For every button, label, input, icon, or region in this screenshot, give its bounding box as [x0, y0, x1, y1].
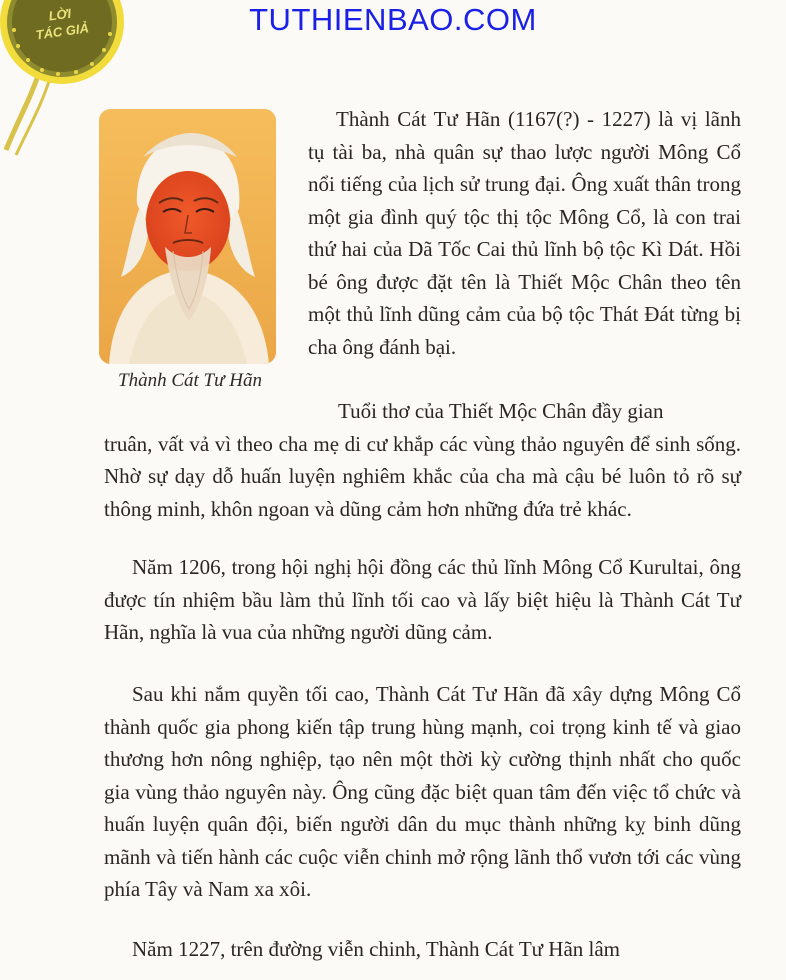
portrait-caption: Thành Cát Tư Hãn [118, 370, 262, 391]
watermark: TUTHIENBAO.COM [249, 2, 537, 37]
paragraph-2 [104, 395, 741, 525]
paragraph-2-rest: truân, vất vả vì theo cha mẹ di cư khắp các vùng thảo nguyên để sinh sống. Nhờ sự dạy dỗ huấn luyện nghiêm khắc của cha mà cậu bé luôn tỏ rõ sự thông minh, khôn ngoan và dũng cảm hơn những đứa trẻ khác. [104, 431, 741, 521]
paragraph-4: Sau khi nắm quyền tối cao, Thành Cát Tư Hãn đã xây dựng Mông Cổ thành quốc gia phong kiến tập trung hùng mạnh, coi trọng kinh tế và giao thương hơn nông nghiệp, tạo nên một thời kỳ cường thịnh nhất cho quốc gia vùng thảo nguyên này. Ông cũng đặc biệt quan tâm đến việc tổ chức và huấn luyện quân đội, biến người dân du mục thành những kỵ binh dũng mãnh và tiến hành các cuộc viễn chinh mở rộng lãnh thổ vươn tới các vùng phía Tây và Nam xa xôi. [104, 682, 741, 901]
paragraph-5: Năm 1227, trên đường viễn chinh, Thành Cát Tư Hãn lâm [132, 937, 621, 961]
paragraph-2-start: Tuổi thơ của Thiết Mộc Chân đầy gian [338, 399, 664, 423]
genghis-khan-portrait-icon [99, 109, 276, 364]
paragraph-1: Thành Cát Tư Hãn (1167(?) - 1227) là vị lãnh tụ tài ba, nhà quân sự thao lược người Mông Cổ nổi tiếng của lịch sử trung đại. Ông xuất thân trong một gia đình quý tộc thị tộc Mông Cổ, là con trai thứ hai của Dã Tốc Cai thủ lĩnh bộ tộc Kì Dát. Hồi bé ông được đặt tên là Thiết Mộc Chân theo tên một thủ lĩnh dũng cảm của bộ tộc Thát Đát từng bị cha ông đánh bại. [308, 107, 741, 359]
paragraph-3: Năm 1206, trong hội nghị hội đồng các thủ lĩnh Mông Cổ Kurultai, ông được tín nhiệm bầu làm thủ lĩnh tối cao và lấy biệt hiệu là Thành Cát Tư Hãn, nghĩa là vua của những người dũng cảm. [104, 555, 741, 644]
badge-label-line2: TÁC GIẢ [34, 20, 90, 43]
portrait-frame [99, 109, 276, 364]
badge-label-line1: LỜI [47, 5, 72, 24]
